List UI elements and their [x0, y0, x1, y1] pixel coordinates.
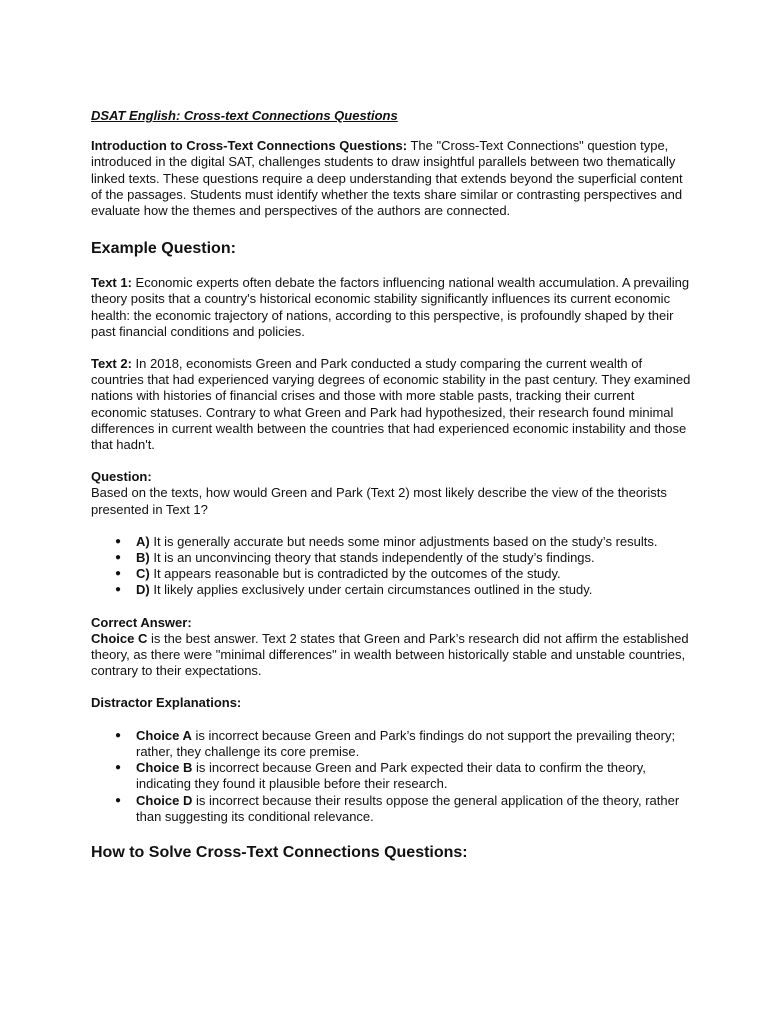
text2-paragraph: [91, 356, 691, 453]
option-letter: C): [136, 566, 150, 582]
option-a: [91, 534, 691, 550]
text1-body: Economic experts often debate the factors influencing national wealth accumulation. A prevailing theory posits that a country's historical economic stability significantly influences its current economic health: the economic trajectory of nations, according to this perspective, is profoundly shaped by their past financial conditions and policies.: [91, 275, 690, 339]
option-c: [91, 566, 691, 582]
intro-text: The "Cross-Text Connections" question type, introduced in the digital SAT, challenges students to draw insightful parallels between two thematically linked texts. These questions require a deep understanding that extends beyond the superficial content of the passages. Students must identify whether the texts share similar or contrasting perspectives and evaluate how the themes and perspectives of the authors are connected.: [91, 138, 683, 219]
correct-answer-text: [91, 631, 691, 680]
distractor-item: [91, 760, 691, 792]
correct-answer-label: Correct Answer:: [91, 614, 192, 630]
distractor-heading: Distractor Explanations:: [91, 695, 242, 711]
option-letter: A): [136, 533, 150, 549]
correct-answer-block: [91, 615, 691, 680]
option-d: [91, 582, 691, 598]
option-text: It likely applies exclusively under certain circumstances outlined in the study.: [149, 582, 593, 598]
text1-paragraph: [91, 275, 691, 340]
how-to-heading: How to Solve Cross-Text Connections Questions:: [91, 843, 468, 861]
distractor-item: [91, 728, 691, 760]
text1-label: Text 1:: [91, 275, 132, 291]
distractor-text: is incorrect because their results oppose the general application of the theory, rather than suggesting its conditional relevance.: [136, 792, 680, 824]
intro-label: Introduction to Cross-Text Connections Questions:: [91, 138, 408, 154]
question-label: Question:: [91, 469, 152, 485]
option-letter: D): [136, 582, 150, 598]
option-b: [91, 550, 691, 566]
option-text: It appears reasonable but is contradicted by the outcomes of the study.: [149, 566, 561, 582]
distractor-choice: Choice B: [136, 760, 193, 776]
distractor-choice: Choice D: [136, 792, 193, 808]
option-text: It is generally accurate but needs some minor adjustments based on the study’s results.: [149, 533, 658, 549]
text2-label: Text 2:: [91, 356, 132, 372]
example-heading: Example Question:: [91, 240, 236, 258]
text2-body: In 2018, economists Green and Park conducted a study comparing the current wealth of countries that had experienced varying degrees of economic stability in the past century. They examined nations with histories of financial crises and those with more stable pasts, tracking their current economic statuses. Contrary to what Green and Park had hypothesized, their research found minimal differences in current wealth between the countries that had experienced economic instability and those that hadn't.: [91, 356, 691, 453]
option-letter: B): [136, 550, 150, 566]
distractor-choice: Choice A: [136, 727, 192, 743]
option-text: It is an unconvincing theory that stands independently of the study’s findings.: [149, 550, 595, 566]
correct-explanation: is the best answer. Text 2 states that Green and Park’s research did not affirm the established theory, as there were "minimal differences" in wealth between historically stable and unstable countries, contrary to their expectations.: [91, 630, 689, 679]
distractor-item: [91, 793, 691, 825]
distractor-list: [91, 728, 691, 825]
question-text: Based on the texts, how would Green and Park (Text 2) most likely describe the view of the theorists presented in Text 1?: [91, 485, 667, 517]
intro-paragraph: [91, 138, 691, 219]
answer-options: [91, 534, 691, 599]
distractor-text: is incorrect because Green and Park’s findings do not support the prevailing theory; rather, they challenge its core premise.: [136, 727, 676, 759]
question-block: [91, 469, 691, 518]
correct-choice: Choice C: [91, 630, 148, 646]
document-title: DSAT English: Cross-text Connections Questions: [91, 108, 398, 123]
distractor-text: is incorrect because Green and Park expected their data to confirm the theory, indicating they found it plausible before their research.: [136, 760, 646, 792]
document-page: [91, 108, 691, 879]
